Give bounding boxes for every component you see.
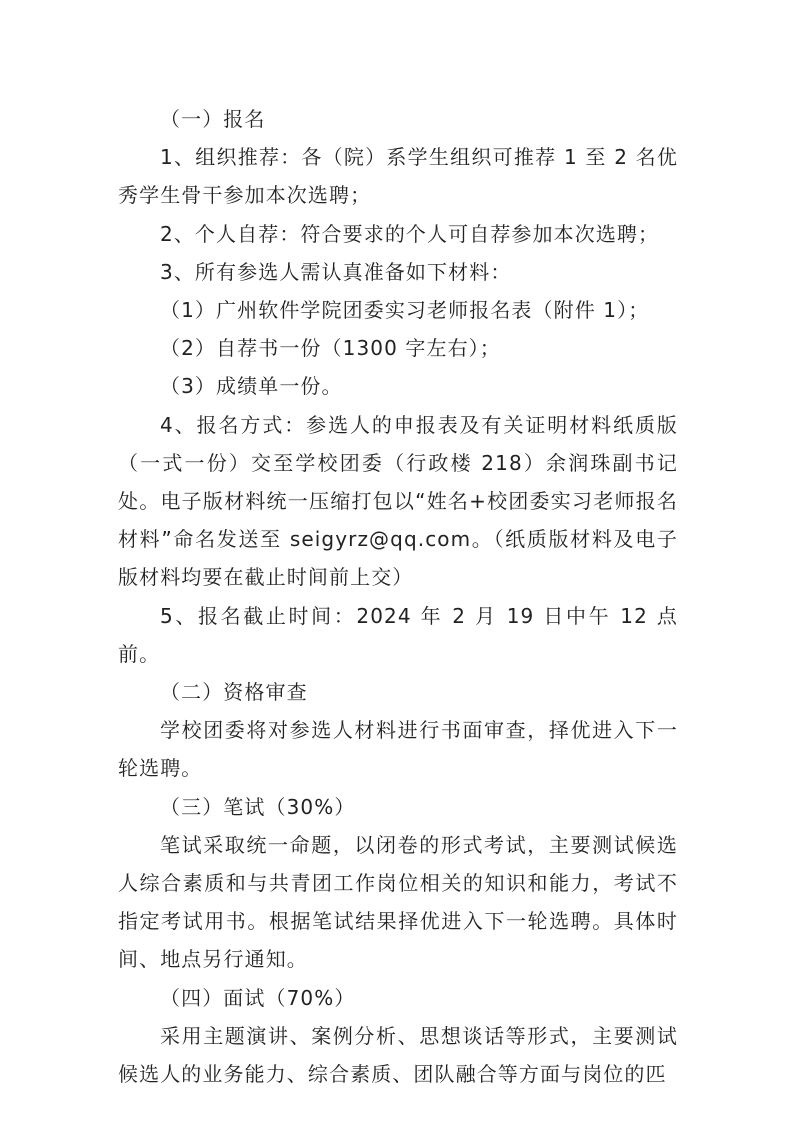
- paragraph-qualification-review: 学校团委将对参选人材料进行书面审查，择优进入下一轮选聘。: [118, 718, 678, 781]
- paragraph-written-test: 笔试采取统一命题，以闭卷的形式考试，主要测试候选人综合素质和与共青团工作岗位相关的知识和能力，考试不指定考试用书。根据笔试结果择优进入下一轮选聘。具体时间、地点另行通知。: [118, 832, 678, 972]
- paragraph-materials-intro: 3、所有参选人需认真准备如下材料：: [160, 259, 512, 284]
- list-item-self-recommendation-letter: （2）自荐书一份（1300 字左右）；: [160, 336, 501, 361]
- paragraph-self-recommendation: 2、个人自荐：符合要求的个人可自荐参加本次选聘；: [160, 221, 660, 246]
- paragraph-registration-deadline: 5、报名截止时间：2024 年 2 月 19 日中午 12 点前。: [118, 603, 678, 666]
- section-heading-registration: （一）报名: [160, 107, 266, 131]
- section-heading-written-test: （三）笔试（30%）: [160, 794, 356, 819]
- section-heading-interview: （四）面试（70%）: [160, 985, 356, 1010]
- list-item-application-form: （1）广州软件学院团委实习老师报名表（附件 1）；: [160, 298, 650, 323]
- paragraph-interview: 采用主题演讲、案例分析、思想谈话等形式，主要测试候选人的业务能力、综合素质、团队融合等方面与岗位的匹: [118, 1023, 678, 1087]
- paragraph-registration-method: 4、报名方式：参选人的申报表及有关证明材料纸质版（一式一份）交至学校团委（行政楼 218）余润珠副书记处。电子版材料统一压缩打包以“姓名+校团委实习老师报名材料”命名发送至 seigyrz@qq.com。（纸质版材料及电子版材料均要在截止时间前上交）: [118, 412, 678, 590]
- list-item-transcript: （3）成绩单一份。: [160, 374, 343, 399]
- document-body: [118, 100, 678, 1093]
- section-heading-qualification-review: （二）资格审查: [160, 680, 308, 705]
- paragraph-organization-recommendation: 1、组织推荐：各（院）系学生组织可推荐 1 至 2 名优秀学生骨干参加本次选聘；: [118, 145, 678, 208]
